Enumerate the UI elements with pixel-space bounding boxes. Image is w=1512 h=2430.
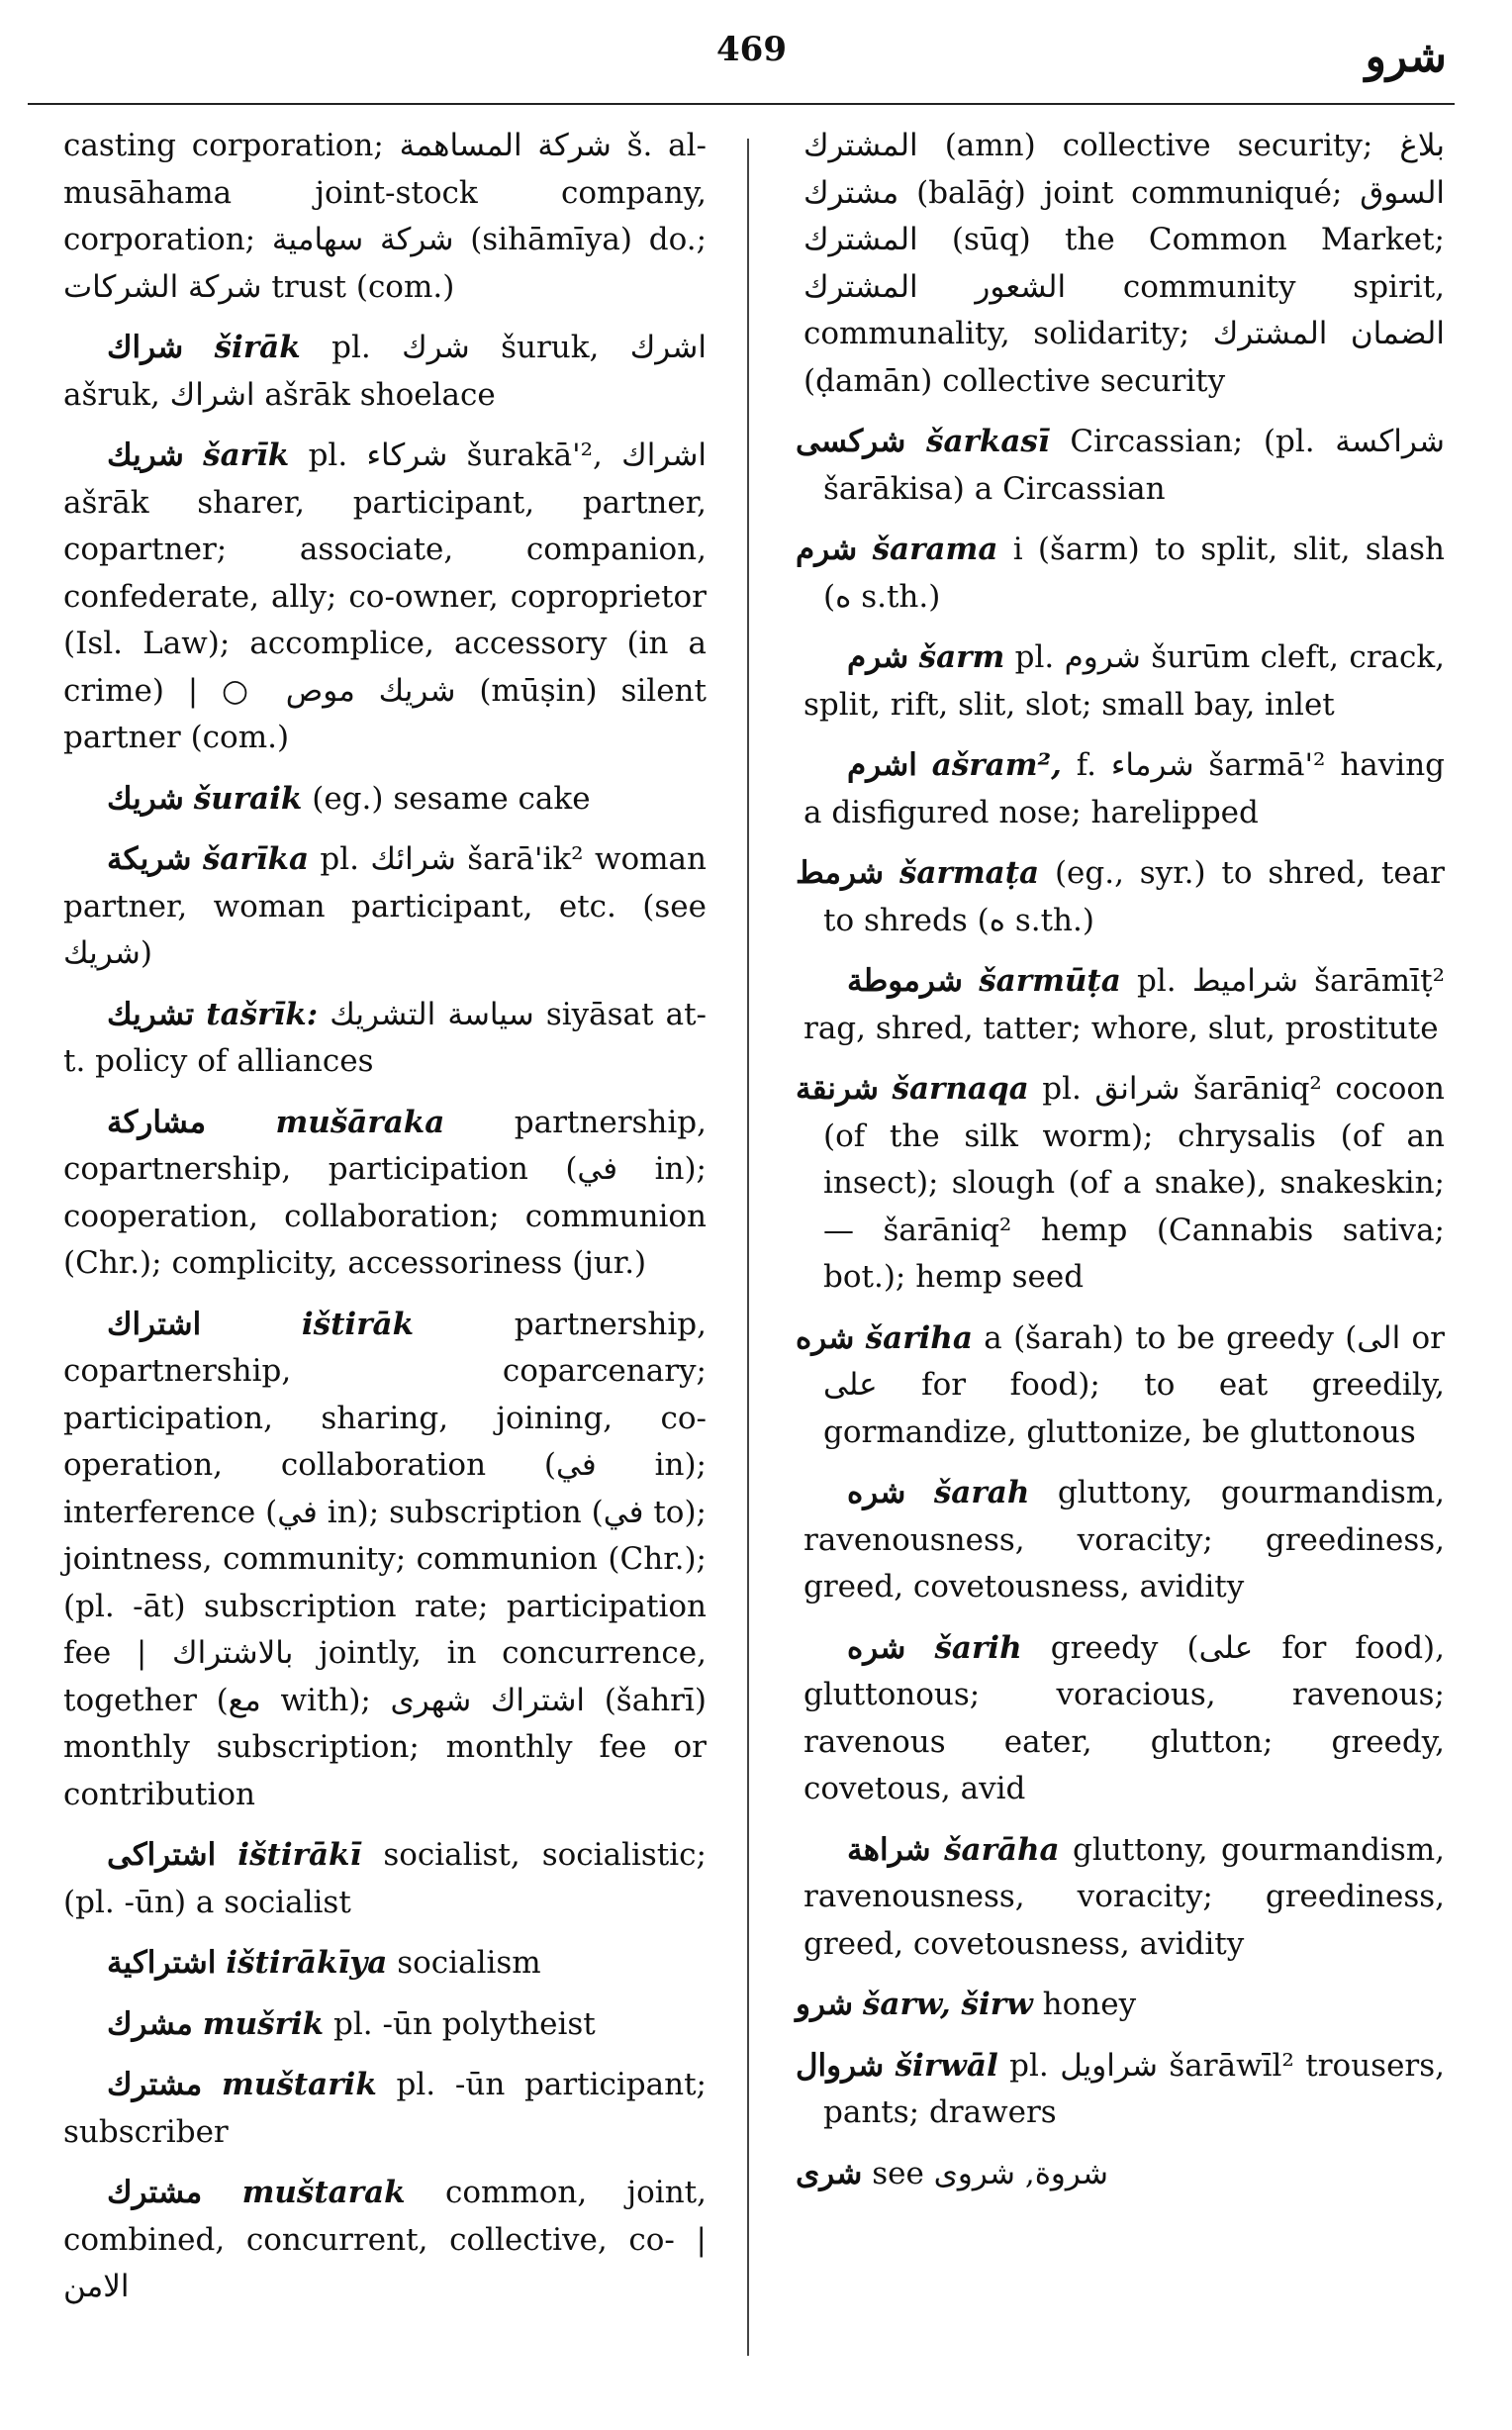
- page-number: 469: [716, 30, 787, 69]
- dictionary-entry: شريك šarīk pl. شركاء šurakā'², اشراك ašrāk sharer, participant, partner, copartner; associate, companion, confederate, ally; co-owner, coproprietor (Isl. Law); accomplice, accessory (in a crime) | ○ شريك موص (mūṣin) silent partner (com.): [63, 437, 708, 755]
- dictionary-entry: شراهة šarāha gluttony, gourmandism, ravenousness, voracity; greediness, greed, covetousness, avidity: [803, 1831, 1445, 1962]
- dictionary-entry: مشرك mušrik pl. -ūn polytheist: [107, 2005, 596, 2042]
- dictionary-entry: تشريك tašrīk: سياسة التشريك siyāsat at-t. policy of alliances: [63, 996, 708, 1079]
- dictionary-entry: شروال širwāl pl. شراويل šarāwīl² trousers, pants; drawers: [796, 2047, 1446, 2130]
- dictionary-entry: شرمط šarmaṭa (eg., syr.) to shred, tear to shreds (ه s.th.): [796, 855, 1445, 938]
- dictionary-entry: شره šariha a (šarah) to be greedy (الى or على for food); to eat greedily, gormandize, gluttonize, be gluttonous: [796, 1319, 1446, 1450]
- header-rule: [28, 103, 1455, 105]
- column-divider: [747, 139, 749, 2356]
- dictionary-entry: شره šarah gluttony, gourmandism, ravenousness, voracity; greediness, greed, covetousness, avidity: [803, 1475, 1445, 1604]
- dictionary-entry: مشترك muštarik pl. -ūn participant; subscriber: [63, 2067, 708, 2150]
- dictionary-entry: مشترك muštarak common, joint, combined, concurrent, collective, co- | الامن: [63, 2175, 707, 2304]
- dictionary-entry: شره šarih greedy (على for food), gluttonous; voracious, ravenous; ravenous eater, glutton; greedy, covetous, avid: [803, 1629, 1445, 1806]
- dictionary-entry: اشتراكية ištirākīya socialism: [107, 1945, 541, 1981]
- dictionary-entry: شريك šuraik (eg.) sesame cake: [107, 780, 591, 817]
- dictionary-entry: المشترك (amn) collective security; بلاغ مشترك (balāġ) joint communiqué; السوق المشترك (sūq) the Common Market; الشعور المشترك community spirit, communality, solidarity; الضمان المشترك (ḍamān) collective security: [803, 128, 1446, 399]
- left-column: [63, 123, 707, 2325]
- dictionary-entry: اشرم ašram², f. شرماء šarmā'² having a disfigured nose; harelipped: [803, 747, 1445, 830]
- dictionary-entry: اشتراك ištirāk partnership, copartnership, coparcenary; participation, sharing, joining, co-operation, collaboration (في in); interference (في in); subscription (في to); jointness, community; communion (Chr.); (pl. -āt) subscription rate; participation fee | بالاشتراك jointly, in concurrence, together (مع with); اشتراك شهرى (šahrī) monthly subscription; monthly fee or contribution: [63, 1306, 707, 1812]
- dictionary-entry: casting corporation; شركة المساهمة š. al-musāhama joint-stock company, corporation; شركة سهامية (sihāmīya) do.; شركة الشركات trust (com.): [63, 128, 708, 305]
- dictionary-entry: شرى see شروة, شروى: [796, 2155, 1108, 2191]
- dictionary-entry: شركسى šarkasī Circassian; (pl. شراكسة šarākisa) a Circassian: [796, 424, 1445, 507]
- running-head: شرو: [1365, 32, 1447, 82]
- dictionary-entry: شرم šarama i (šarm) to split, slit, slash (ه s.th.): [796, 532, 1446, 615]
- dictionary-entry: شريكة šarīka pl. شرائك šarā'ik² woman partner, woman participant, etc. (see شريك): [63, 841, 708, 971]
- dictionary-entry: شرموطة šarmūṭa pl. شراميط šarāmīṭ² rag, shred, tatter; whore, slut, prostitute: [803, 963, 1446, 1046]
- dictionary-entry: شرو šarw, širw honey: [796, 1987, 1137, 2022]
- dictionary-entry: شراك širāk pl. شرك šuruk, اشرك ašruk, اشراك ašrāk shoelace: [63, 330, 707, 413]
- dictionary-entry: شرم šarm pl. شروم šurūm cleft, crack, split, rift, slit, slot; small bay, inlet: [803, 639, 1445, 723]
- dictionary-entry: شرنقة šarnaqa pl. شرانق šarāniq² cocoon (of the silk worm); chrysalis (of an insect); slough (of a snake), snakeskin; — šarāniq² hemp (Cannabis sativa; bot.); hemp seed: [796, 1071, 1446, 1295]
- dictionary-entry: اشتراكى ištirākī socialist, socialistic; (pl. -ūn) a socialist: [63, 1837, 707, 1920]
- right-column: [796, 123, 1446, 2211]
- dictionary-entry: مشاركة mušāraka partnership, copartnership, participation (في in); cooperation, collaboration; communion (Chr.); complicity, accessoriness (jur.): [63, 1104, 708, 1281]
